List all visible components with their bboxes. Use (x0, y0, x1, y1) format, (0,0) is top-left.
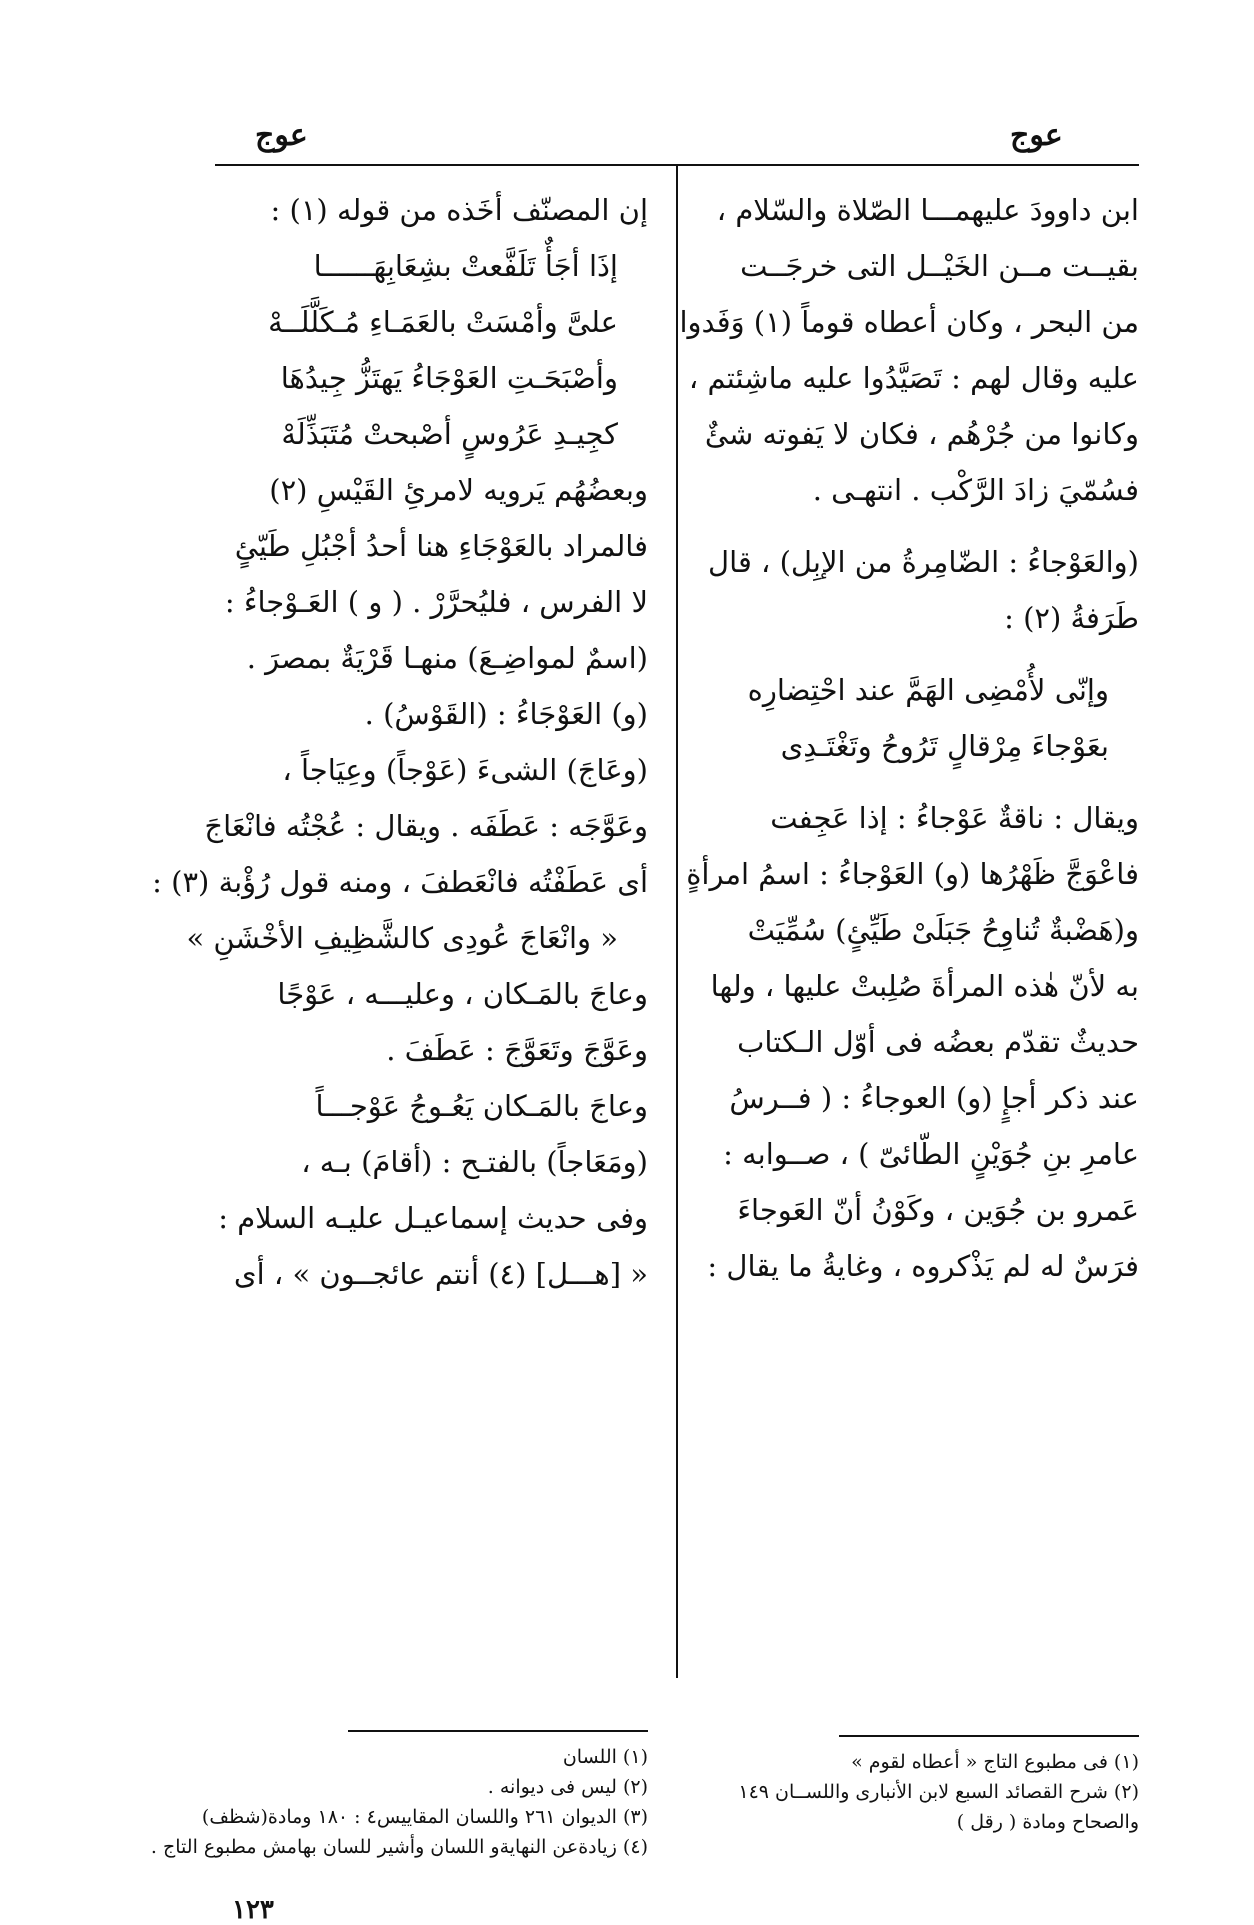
text-line: « [هـــل] (٤) أنتم عائجــون » ، أى (233, 1257, 648, 1291)
text-line: ابن داوودَ عليهمـــا الصّلاة والسّلام ، (716, 193, 1139, 227)
text-line: فسُمّيَ زادَ الرَّكْب . انتهـى . (812, 473, 1139, 507)
footnote-line: (٤) زيادةعن النهايةو اللسان وأشير للسان بهامش مطبوع التاج . (150, 1836, 648, 1858)
running-header-right: عوج (1010, 118, 1063, 153)
footnote-line: (١) اللسان (562, 1746, 648, 1768)
text-line: لا الفرس ، فليُحرَّرْ . ( و ) العَـوْجاءُ : (224, 585, 648, 619)
footnote-rule (839, 1735, 1139, 1737)
text-line: وعَوَّجَه : عَطَفَه . ويقال : عُجْتُه فانْعَاجَ (204, 809, 648, 843)
footnote-line: (٢) شرح القصائد السبع لابن الأنبارى واللســان ١٤٩ (738, 1781, 1139, 1803)
verse-line: بعَوْجاءَ مِرْقالٍ تَرُوحُ وتَغْتَـدِى (780, 729, 1109, 763)
text-line: و(هَضْبةٌ تُناوِحُ جَبَلَىْ طَيِّئٍ) سُمِّيَتْ (747, 913, 1139, 947)
text-line: وفى حديث إسماعيـل عليـه السلام : (218, 1201, 648, 1235)
text-line: (وعَاجَ) الشىءَ (عَوْجاً) وعِيَاجاً ، (282, 753, 648, 787)
text-line: (اسمٌ لمواضِـعَ) منهـا قَرْيَةٌ بمصرَ . (246, 641, 648, 675)
text-line: (و) العَوْجَاءُ : (القَوْسُ) . (364, 697, 648, 731)
verse-line: كجِيـدِ عَرُوسٍ أصْبحتْ مُتَبَذِّلَهْ (281, 417, 618, 451)
text-line: بقيــت مــن الخَيْــل التى خرجَــت (740, 249, 1139, 283)
footnote-line: (٢) ليس فى ديوانه . (487, 1776, 648, 1798)
right-column (679, 182, 1139, 1294)
verse-line: « وانْعَاجَ عُودِى كالشَّظِيفِ الأخْشَنِ » (186, 921, 618, 955)
footnote-rule (348, 1730, 648, 1732)
text-line: فاعْوَجَّ ظَهْرُها (و) العَوْجاءُ : اسمُ امرأةٍ (686, 857, 1139, 891)
text-line: وكانوا من جُرْهُم ، فكان لا يَفوته شئٌ (704, 417, 1139, 451)
verse-line: إذَا أجَأٌ تَلَفَّعتْ بشِعَابِهَــــــا (313, 249, 618, 283)
verse-line: وأصْبَحَـتِ العَوْجَاءُ يَهتَزُّ جِيدُهَا (280, 361, 618, 395)
text-line: فرَسٌ له لم يَذْكروه ، وغايةُ ما يقال : (707, 1249, 1139, 1283)
text-line: وعاجَ بالمَـكان يَعُـوجُ عَوْجـــاً (315, 1089, 648, 1123)
footnotes-right (706, 1735, 1139, 1837)
text-line: (والعَوْجاءُ : الضّامِرةُ من الإبِل) ، قال (708, 545, 1139, 579)
text-line: فالمراد بالعَوْجَاءِ هنا أحدُ أجْبُلِ طَيّئٍ (234, 529, 648, 563)
verse-line: علىَّ وأمْسَتْ بالعَمَـاءِ مُـكَلَّلَــهْ (268, 305, 618, 339)
column-separator (676, 166, 678, 1678)
running-header-left: عوج (255, 118, 308, 153)
footnote-line: (٣) الديوان ٢٦١ واللسان المقاييس٤ : ١٨٠ ومادة(شظف) (201, 1806, 648, 1828)
text-line: أى عَطَفْتُه فانْعَطفَ ، ومنه قول رُؤْبة (٣) : (152, 865, 648, 899)
text-line: ويقال : ناقةٌ عَوْجاءُ : إذا عَجِفت (770, 801, 1139, 835)
verse-line: وإنّى لأُمْضِى الهَمَّ عند احْتِضارِه (747, 673, 1109, 707)
text-line: (ومَعَاجاً) بالفتـح : (أقامَ) بـه ، (301, 1145, 648, 1179)
text-line: عامرِ بنِ جُوَيْنٍ الطّائىّ ) ، صــوابه : (723, 1137, 1139, 1171)
text-line: وعاجَ بالمَـكان ، وعليـــه ، عَوْجًا (277, 977, 648, 1011)
left-column (152, 182, 648, 1302)
footnote-line: والصحاح ومادة ( رقل ) (956, 1811, 1139, 1833)
text-line: حديثٌ تقدّم بعضُه فى أوّل الـكتاب (737, 1025, 1139, 1059)
footnote-line: (١) فى مطبوع التاج « أعطاه لقوم » (851, 1751, 1139, 1773)
text-line: وعَوَّجَ وتَعَوَّجَ : عَطَفَ . (386, 1033, 648, 1067)
text-line: من البحر ، وكان أعطاه قوماً (١) وَفَدوا (679, 305, 1139, 339)
text-line: عليه وقال لهم : تَصَيَّدُوا عليه ماشِئتم ، (688, 361, 1139, 395)
page-number: ١٢٣ (232, 1895, 274, 1925)
text-line: إن المصنّف أخَذه من قوله (١) : (270, 193, 648, 227)
text-line: عَمرو بن جُوَين ، وكَوْنُ أنّ العَوجاءَ (737, 1193, 1139, 1227)
text-line: طَرَفةُ (٢) : (1004, 601, 1139, 635)
text-line: به لأنّ هٰذه المرأةَ صُلِبتْ عليها ، ولها (710, 969, 1139, 1003)
footnotes-left (150, 1730, 648, 1862)
text-line: وبعضُهُم يَرويه لامرئِ القَيْسِ (٢) (269, 473, 648, 507)
text-line: عند ذكر أجإٍ (و) العوجاءُ : ( فــرسُ (729, 1081, 1139, 1115)
